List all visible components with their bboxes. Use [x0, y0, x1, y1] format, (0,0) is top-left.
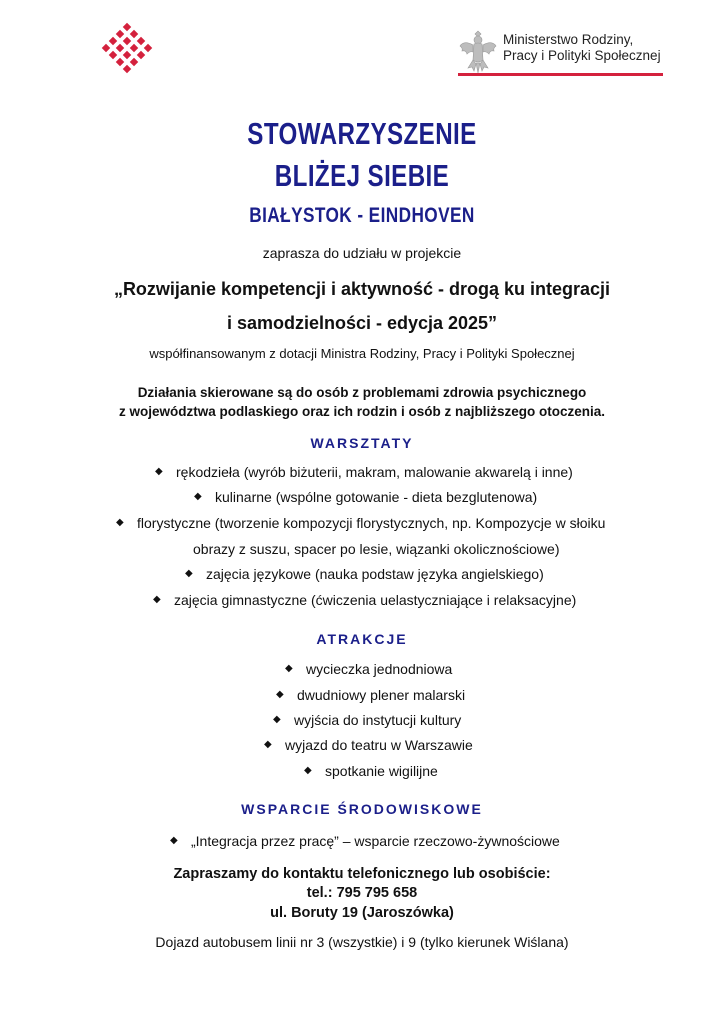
bullet-icon: ◆ — [185, 568, 193, 579]
workshop-item: florystyczne (tworzenie kompozycji florystycznych, np. Kompozycje w słoiku — [137, 515, 606, 531]
bullet-icon: ◆ — [276, 689, 284, 700]
workshop-item-continuation: obrazy z suszu, spacer po lesie, wiązanki okolicznościowe) — [193, 541, 560, 557]
workshop-item: zajęcia gimnastyczne (ćwiczenia uelastyczniające i relaksacyjne) — [174, 592, 577, 608]
title-line2: BLIŻEJ SIEBIE — [274, 158, 450, 193]
bullet-icon: ◆ — [153, 594, 161, 605]
ministry-name-line1: Ministerstwo Rodziny, — [503, 32, 634, 47]
bullet-icon: ◆ — [264, 739, 272, 750]
workshop-item: kulinarne (wspólne gotowanie - dieta bezglutenowa) — [215, 489, 538, 505]
bullet-icon: ◆ — [116, 517, 124, 528]
bullet-icon: ◆ — [170, 835, 178, 846]
invite-text: zaprasza do udziału w projekcie — [262, 245, 462, 261]
bullet-icon: ◆ — [285, 663, 293, 674]
bullet-icon: ◆ — [194, 491, 202, 502]
contact-phone: tel.: 795 795 658 — [306, 885, 418, 901]
eagle-emblem-icon — [458, 30, 498, 74]
header-divider — [458, 73, 663, 76]
contact-invite: Zapraszamy do kontaktu telefonicznego lub osobiście: — [173, 866, 551, 882]
attractions-heading: ATRAKCJE — [316, 631, 408, 647]
ministry-name — [503, 32, 661, 64]
transport-info: Dojazd autobusem linii nr 3 (wszystkie) i 9 (tylko kierunek Wiślana) — [155, 934, 569, 950]
workshop-item: zajęcia językowe (nauka podstaw języka angielskiego) — [206, 566, 544, 582]
organization-logo — [98, 22, 156, 80]
support-heading: WSPARCIE ŚRODOWISKOWE — [241, 801, 483, 817]
bullet-icon: ◆ — [273, 714, 281, 725]
cofinancing-note: współfinansowanym z dotacji Ministra Rodziny, Pracy i Polityki Społecznej — [149, 346, 575, 361]
bullet-icon: ◆ — [304, 765, 312, 776]
project-name-line1: „Rozwijanie kompetencji i aktywność - drogą ku integracji — [113, 279, 611, 299]
workshop-item: rękodzieła (wyrób biżuterii, makram, malowanie akwarelą i inne) — [176, 464, 573, 480]
target-group-line2: z województwa podlaskiego oraz ich rodzin i osób z najbliższego otoczenia. — [118, 404, 606, 419]
bullet-icon: ◆ — [155, 466, 163, 477]
attraction-item: wyjazd do teatru w Warszawie — [285, 737, 473, 753]
attraction-item: dwudniowy plener malarski — [297, 687, 466, 703]
contact-address: ul. Boruty 19 (Jaroszówka) — [270, 905, 454, 921]
attraction-item: wyjścia do instytucji kultury — [294, 712, 462, 728]
title-line1: STOWARZYSZENIE — [247, 116, 477, 151]
attraction-item: spotkanie wigilijne — [325, 763, 438, 779]
project-name-line2: i samodzielności - edycja 2025” — [226, 313, 498, 333]
support-item: „Integracja przez pracę” – wsparcie rzeczowo-żywnościowe — [191, 833, 560, 849]
title-line3: BIAŁYSTOK - EINDHOVEN — [249, 204, 475, 227]
workshops-heading: WARSZTATY — [310, 435, 414, 451]
attraction-item: wycieczka jednodniowa — [306, 661, 453, 677]
ministry-name-line2: Pracy i Polityki Społecznej — [503, 48, 661, 63]
target-group-line1: Działania skierowane są do osób z problemami zdrowia psychicznego — [137, 385, 587, 400]
